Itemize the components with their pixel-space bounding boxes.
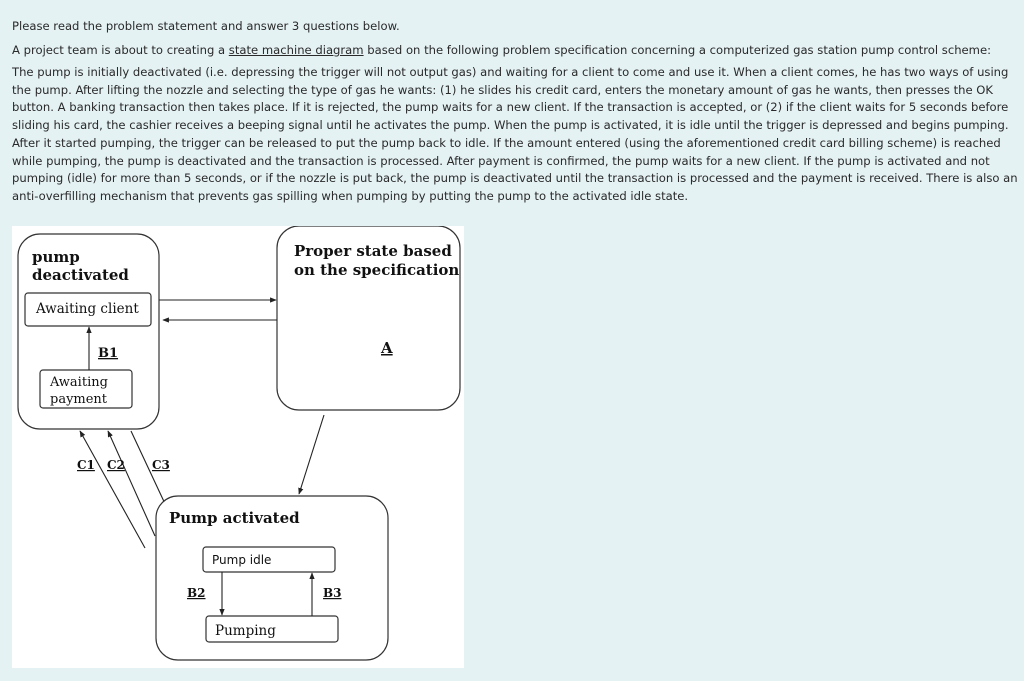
deactivated-title-line1: pump: [32, 248, 80, 266]
awaiting-client-label: Awaiting client: [36, 301, 139, 317]
label-c2: C2: [107, 458, 125, 472]
state-machine-diagram: [12, 226, 464, 668]
pump-idle-label: Pump idle: [212, 553, 272, 567]
transition-a-to-activated: [299, 415, 324, 494]
task-suffix: based on the following problem specification concerning a computerized gas station pump control scheme:: [363, 43, 992, 57]
label-b3: B3: [323, 586, 342, 600]
pumping-label: Pumping: [215, 623, 276, 639]
instructions-text: Please read the problem statement and answer 3 questions below.: [12, 19, 400, 33]
transition-c1: [80, 431, 145, 548]
transition-c2: [108, 431, 155, 536]
task-text: [12, 42, 1018, 58]
activated-title: Pump activated: [169, 509, 300, 527]
awaiting-payment-line2: payment: [50, 392, 108, 407]
task-prefix: A project team is about to creating a: [12, 43, 229, 57]
proper-state-line2: on the specification: [294, 261, 460, 279]
label-b2: B2: [187, 586, 206, 600]
proper-state-line1: Proper state based: [294, 242, 452, 260]
specification-text: The pump is initially deactivated (i.e. depressing the trigger will not output gas) and waiting for a client to come and use it. When a client comes, he has two ways of using the pump. After lifting the nozzle and selecting the type of gas he wants: (1) he slides his credit card, enters the monetary amount of gas he wants, then presses the OK button. A banking transaction then takes place. If it is rejected, the pump waits for a new client. If the transaction is accepted, or (2) if the client waits for 5 seconds before sliding his card, the cashier receives a beeping signal until he activates the pump. When the pump is activated, it is idle until the trigger is depressed and begins pumping. After it started pumping, the trigger can be released to put the pump back to idle. If the amount entered (using the aforementioned credit card billing scheme) is reached while pumping, the pump is deactivated and the transaction is processed. After payment is confirmed, the pump waits for a new client. If the pump is activated and not pumping (idle) for more than 5 seconds, or if the nozzle is put back, the pump is deactivated until the transaction is processed and the payment is received. There is also an anti-overfilling mechanism that prevents gas spilling when pumping by putting the pump to the activated idle state.: [12, 65, 1018, 203]
deactivated-title-line2: deactivated: [32, 266, 129, 284]
state-machine-link[interactable]: state machine diagram: [228, 43, 364, 57]
label-a: A: [381, 339, 393, 357]
awaiting-payment-line1: Awaiting: [50, 375, 108, 390]
label-b1: B1: [98, 346, 119, 361]
problem-text: [12, 18, 1018, 206]
label-c3: C3: [152, 458, 170, 472]
label-c1: C1: [77, 458, 95, 472]
